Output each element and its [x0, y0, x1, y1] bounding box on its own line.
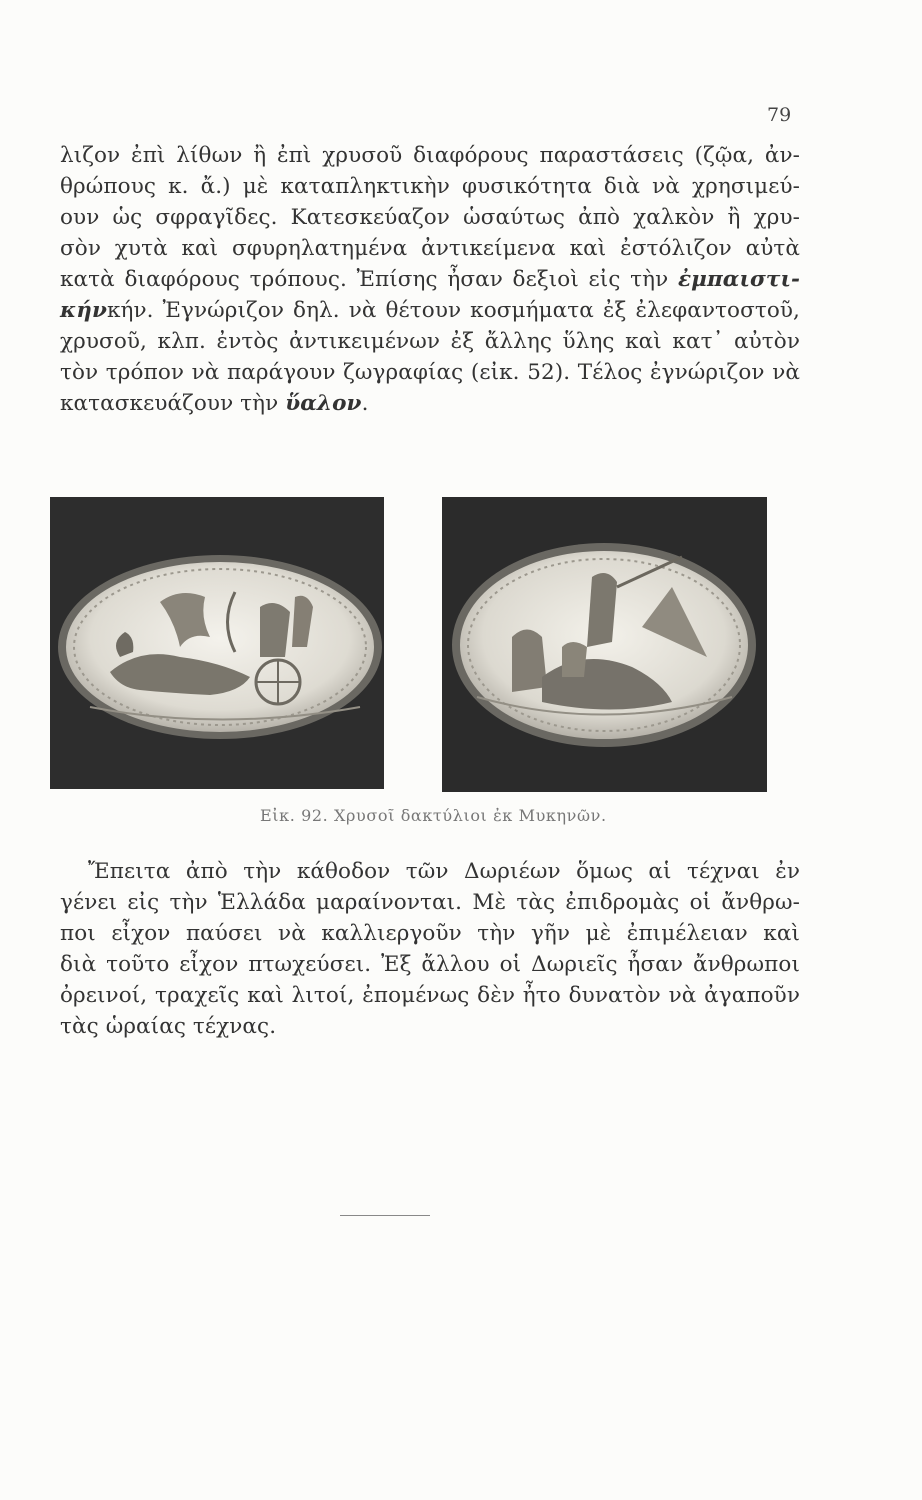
figure-caption: Εἰκ. 92. Χρυσοῖ δακτύλιοι ἐκ Μυκηνῶν. — [260, 806, 607, 825]
page-number: 79 — [767, 104, 792, 126]
emphasized-term: ἐμπαιστι- — [677, 267, 800, 292]
paragraph-2-line: τὰς ὡραίας τέχνας. — [60, 1014, 277, 1039]
emphasized-term: ὕαλον — [285, 391, 362, 416]
paragraph-2-line: Ἔπειτα ἀπὸ τὴν κάθοδον τῶν Δωριέων ὅμως αἱ τέχναι ἐν — [88, 859, 800, 884]
ring-combat-illustration — [442, 497, 767, 792]
paragraph-1-line: σὸν χυτὰ καὶ σφυρηλατημένα ἀντικείμενα καὶ ἐστόλιζον αὐτὰ — [60, 236, 800, 261]
paragraph-1-line-with-emphasis — [60, 295, 800, 326]
paragraph-1-line: ουν ὡς σφραγῖδες. Κατεσκεύαζον ὡσαύτως ἀπὸ χαλκὸν ἢ χρυ- — [60, 205, 800, 230]
sentence-period: . — [361, 391, 369, 416]
figure-ring-combat — [442, 497, 767, 792]
paragraph-2-line: γένει εἰς τὴν Ἑλλάδα μαραίνονται. Μὲ τὰς ἐπιδρομὰς οἱ ἄνθρω- — [60, 890, 800, 915]
paragraph-2-line: ποι εἶχον παύσει νὰ καλλιεργοῦν τὴν γῆν μὲ ἐπιμέλειαν καὶ — [60, 921, 800, 946]
figure-ring-chariot — [50, 497, 384, 789]
paragraph-2 — [60, 856, 800, 1042]
ring-chariot-illustration — [50, 497, 384, 789]
paragraph-2-line: διὰ τοῦτο εἶχον πτωχεύσει. Ἐξ ἄλλου οἱ Δωριεῖς ἦσαν ἄνθρωποι — [60, 952, 800, 977]
paragraph-1-line: χρυσοῦ, κλπ. ἐντὸς ἀντικειμένων ἐξ ἄλλης ὕλης καὶ κατ᾽ αὐτὸν — [60, 329, 800, 354]
emphasized-term: κήν — [60, 298, 107, 323]
paragraph-1-line: θρώπους κ. ἄ.) μὲ καταπληκτικὴν φυσικότητα διὰ νὰ χρησιμεύ- — [60, 174, 800, 199]
paragraph-2-line: ὀρεινοί, τραχεῖς καὶ λιτοί, ἐπομένως δὲν ἦτο δυνατὸν νὰ ἀγαποῦν — [60, 983, 800, 1008]
section-separator — [340, 1215, 430, 1216]
paragraph-1-line-text: κατασκευάζουν τὴν — [60, 391, 279, 416]
paragraph-1-line-text: κήν. Ἐγνώριζον δηλ. νὰ θέτουν κοσμήματα ἐξ ἐλεφαντοστοῦ, — [106, 298, 800, 323]
paragraph-1-line: τὸν τρόπον νὰ παράγουν ζωγραφίας (εἰκ. 52). Τέλος ἐγνώριζον νὰ — [60, 360, 800, 385]
paragraph-1-line-text: κατὰ διαφόρους τρόπους. Ἐπίσης ἦσαν δεξιοὶ εἰς τὴν — [60, 267, 669, 292]
paragraph-1-line-with-emphasis — [60, 388, 800, 419]
paragraph-1-line-with-emphasis — [60, 264, 800, 295]
paragraph-1-line: λιζον ἐπὶ λίθων ἢ ἐπὶ χρυσοῦ διαφόρους παραστάσεις (ζῷα, ἀν- — [60, 143, 800, 168]
paragraph-1 — [60, 140, 800, 419]
